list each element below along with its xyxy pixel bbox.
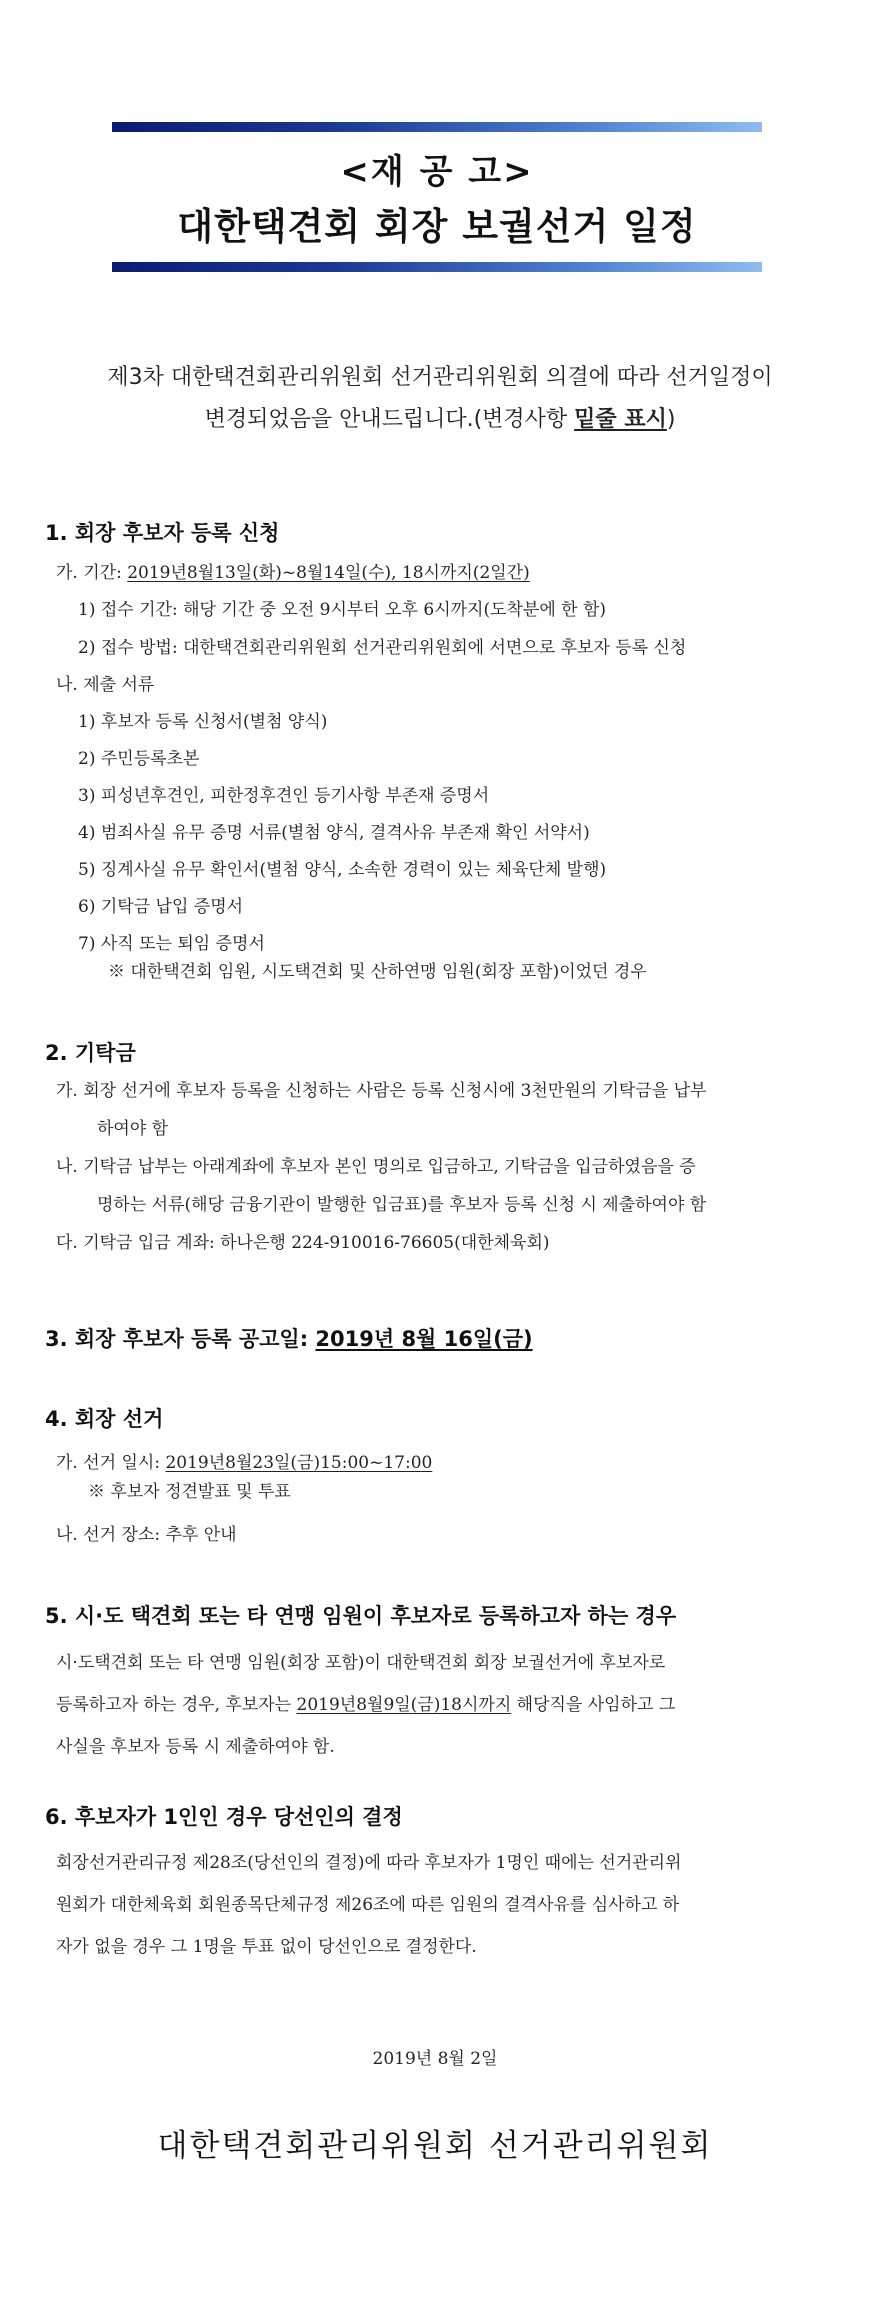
section-1-heading: 1. 회장 후보자 등록 신청 <box>45 521 280 545</box>
section-5-line-2-suffix: 해당직을 사임하고 그 <box>511 1695 676 1715</box>
intro-underline-mark: 밑줄 표시 <box>574 407 667 432</box>
section-1-doc-item: 4) 범죄사실 유무 증명 서류(별첨 양식, 결격사유 부존재 확인 서약서) <box>78 823 590 843</box>
section-4-heading: 4. 회장 선거 <box>45 1407 164 1431</box>
section-2-item-b-line-1: 나. 기탁금 납부는 아래계좌에 후보자 본인 명의로 입금하고, 기탁금을 입금하였음을 증 <box>56 1157 696 1177</box>
section-2-item-a-line-2: 하여야 함 <box>97 1119 169 1139</box>
section-1-period-item: 2) 접수 방법: 대한택견회관리위원회 선거관리위원회에 서면으로 후보자 등록 신청 <box>78 638 687 658</box>
section-4-date-label: 가. 선거 일시: <box>56 1453 166 1473</box>
issuer-signature: 대한택견회관리위원회 선거관리위원회 <box>157 2128 713 2164</box>
section-5-resign-deadline: 2019년8월9일(금)18시까지 <box>296 1695 512 1715</box>
section-2-item-a-line-1: 가. 회장 선거에 후보자 등록을 신청하는 사람은 등록 신청시에 3천만원의 기탁금을 납부 <box>56 1081 707 1101</box>
section-5-line-1: 시·도택견회 또는 타 연맹 임원(회장 포함)이 대한택견회 회장 보궐선거에 후보자로 <box>56 1653 666 1673</box>
section-4-date-value: 2019년8월23일(금)15:00~17:00 <box>165 1453 433 1473</box>
intro-line-1: 제3차 대한택견회관리위원회 선거관리위원회 의결에 따라 선거일정이 <box>107 365 773 390</box>
section-2-item-c: 다. 기탁금 입금 계좌: 하나은행 224-910016-76605(대한체육회) <box>56 1233 550 1253</box>
title-banner <box>112 122 762 274</box>
section-5-line-3: 사실을 후보자 등록 시 제출하여야 함. <box>56 1737 335 1757</box>
section-5-paragraph <box>56 1642 828 1768</box>
title-bottom-bar <box>112 262 762 272</box>
section-2-heading: 2. 기탁금 <box>45 1041 136 1065</box>
section-1-doc-item: 1) 후보자 등록 신청서(별첨 양식) <box>78 712 328 732</box>
section-5-line-2-prefix: 등록하고자 하는 경우, 후보자는 <box>56 1695 297 1715</box>
section-4-date <box>56 1450 432 1476</box>
section-1-doc-item: 6) 기탁금 납입 증명서 <box>78 897 244 917</box>
section-1-doc-note: ※ 대한택견회 임원, 시도택견회 및 산하연맹 임원(회장 포함)이었던 경우 <box>108 962 647 982</box>
intro-line-2-prefix: 변경되었음을 안내드립니다.(변경사항 <box>204 407 575 432</box>
section-6-line-2: 원회가 대한체육회 회원종목단체규정 제26조에 따른 임원의 결격사유를 심사하고 하 <box>56 1895 680 1915</box>
section-1-doc-item: 5) 징계사실 유무 확인서(별첨 양식, 소속한 경력이 있는 체육단체 발행) <box>78 860 607 880</box>
section-1-period-value: 2019년8월13일(화)~8월14일(수), 18시까지(2일간) <box>127 563 530 583</box>
notice-label: <재 공 고> <box>340 152 534 192</box>
section-3-heading-date: 2019년 8월 16일(금) <box>315 1327 533 1351</box>
section-3-heading-prefix: 3. 회장 후보자 등록 공고일: <box>45 1327 316 1351</box>
section-1-doc-item: 3) 피성년후견인, 피한정후견인 등기사항 부존재 증명서 <box>78 786 490 806</box>
section-2-item-b-line-2: 명하는 서류(해당 금융기관이 발행한 입금표)를 후보자 등록 신청 시 제출하여야 함 <box>97 1195 707 1215</box>
title-top-bar <box>112 122 762 132</box>
section-6-paragraph <box>56 1842 828 1968</box>
section-6-line-1: 회장선거관리규정 제28조(당선인의 결정)에 따라 후보자가 1명인 때에는 선거관리위 <box>56 1853 682 1873</box>
section-4-place: 나. 선거 장소: 추후 안내 <box>56 1525 237 1545</box>
section-1-docs-label: 나. 제출 서류 <box>56 675 155 695</box>
intro-paragraph <box>95 357 785 441</box>
section-1-period-item: 1) 접수 기간: 해당 기간 중 오전 9시부터 오후 6시까지(도착분에 한 함) <box>78 600 607 620</box>
section-3-heading <box>45 1323 533 1353</box>
section-1-doc-item: 7) 사직 또는 퇴임 증명서 <box>78 934 265 954</box>
section-1-doc-item: 2) 주민등록초본 <box>78 749 200 769</box>
section-5-heading: 5. 시·도 택견회 또는 타 연맹 임원이 후보자로 등록하고자 하는 경우 <box>45 1604 677 1628</box>
section-5-line-2 <box>56 1684 828 1726</box>
section-4-date-note: ※ 후보자 정견발표 및 투표 <box>88 1482 291 1502</box>
section-1-period <box>56 560 530 586</box>
intro-line-2 <box>95 399 785 441</box>
section-6-line-3: 자가 없을 경우 그 1명을 투표 없이 당선인으로 결정한다. <box>56 1937 477 1957</box>
intro-line-2-suffix: ) <box>666 407 676 432</box>
page-title: 대한택견회 회장 보궐선거 일정 <box>177 205 697 248</box>
section-1-period-label: 가. 기간: <box>56 563 128 583</box>
section-6-heading: 6. 후보자가 1인인 경우 당선인의 결정 <box>45 1805 403 1829</box>
issue-date: 2019년 8월 2일 <box>372 2049 498 2069</box>
